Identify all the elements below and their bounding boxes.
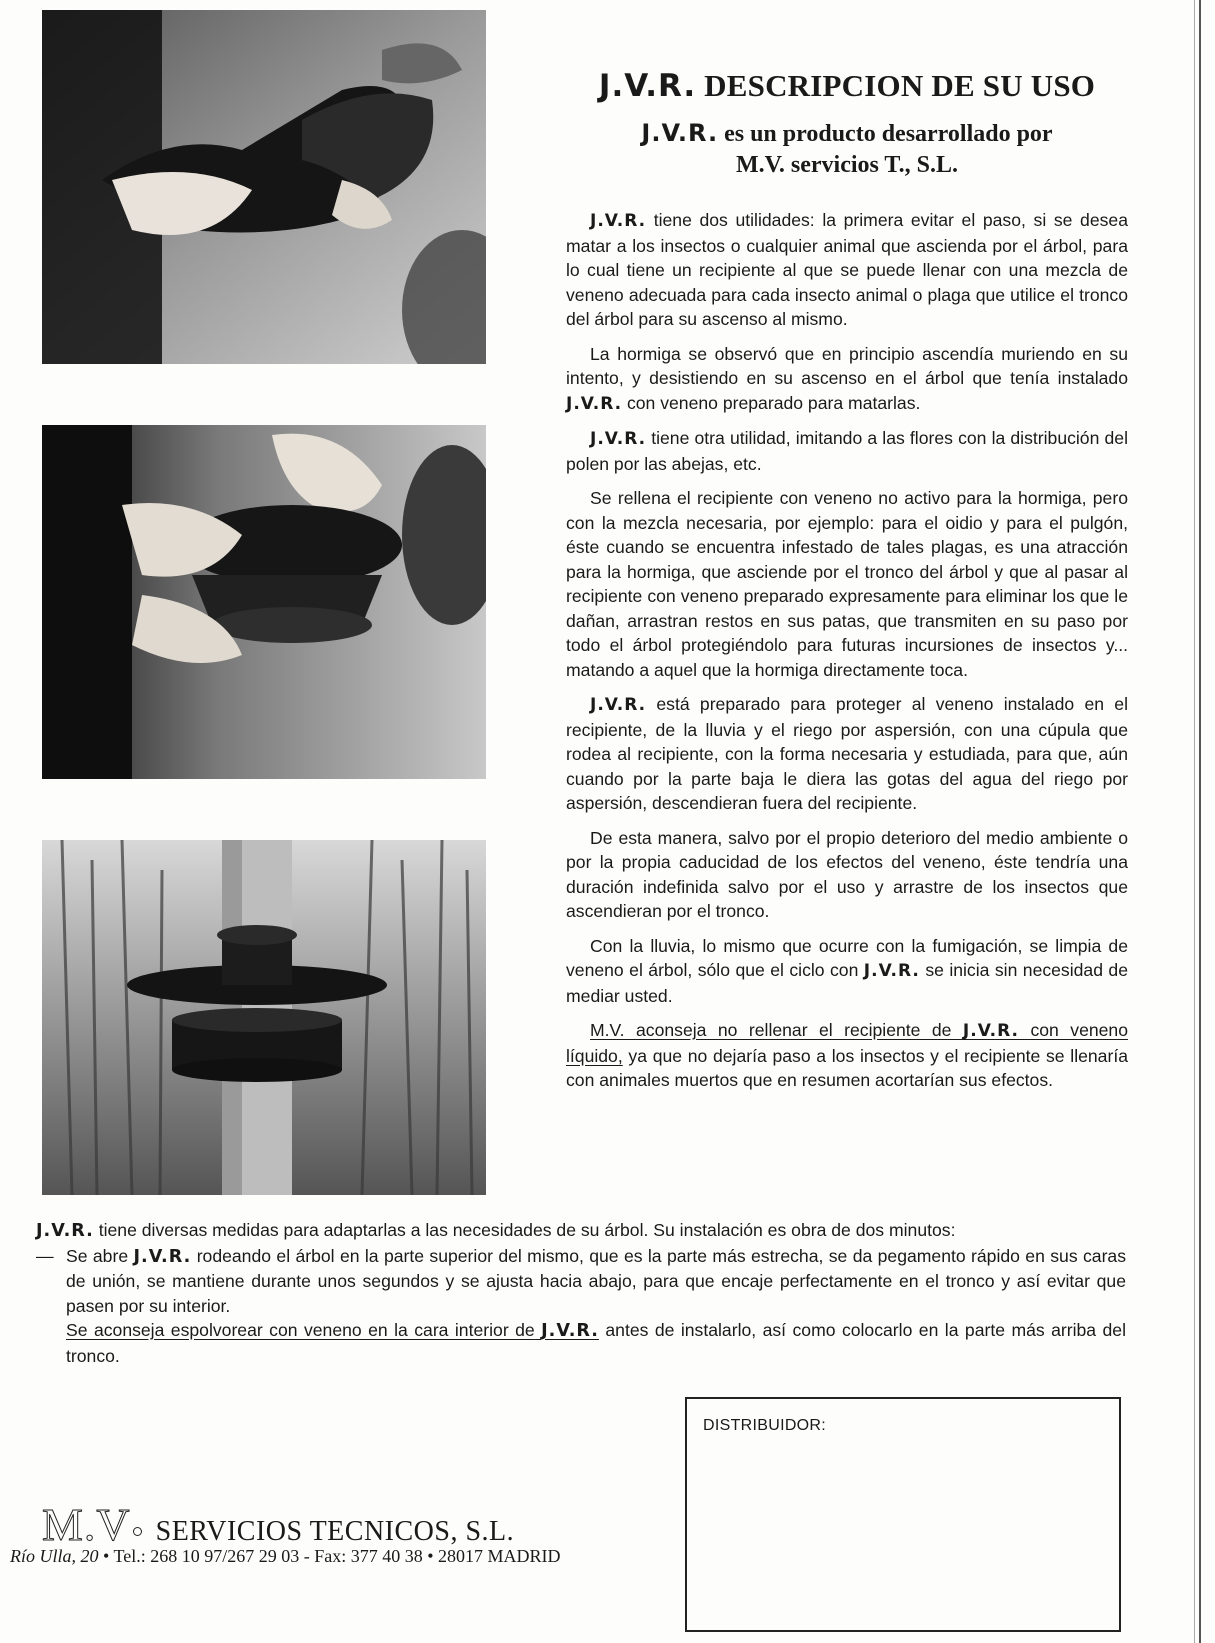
brand-name: J.V.R. bbox=[541, 1321, 599, 1341]
page-subtitle bbox=[566, 118, 1128, 181]
brand-name: J.V.R. bbox=[36, 1221, 94, 1241]
address-phone-fax: Tel.: 268 10 97/267 29 03 - Fax: 377 40 38 bbox=[113, 1546, 423, 1566]
brand-name: J.V.R. bbox=[962, 1021, 1019, 1041]
device-installed-on-tree-photo bbox=[42, 840, 486, 1195]
paragraph-text: con veneno líquido, bbox=[566, 1020, 1128, 1066]
company-logo: M.V bbox=[42, 1499, 131, 1550]
subtitle-line2: M.V. servicios T., S.L. bbox=[735, 152, 958, 178]
logo-dot-icon bbox=[133, 1527, 142, 1536]
paragraph-3 bbox=[566, 426, 1128, 476]
paragraph-text: tiene diversas medidas para adaptarlas a las necesidades de su árbol. Su instalación es obra de dos minutos: bbox=[98, 1220, 956, 1240]
distributor-label: DISTRIBUIDOR: bbox=[703, 1417, 827, 1434]
brand-name: J.V.R. bbox=[863, 961, 920, 981]
paragraph-text: Se aconseja espolvorear con veneno en la cara interior de bbox=[66, 1320, 535, 1340]
company-address bbox=[10, 1546, 561, 1567]
page-title bbox=[566, 68, 1128, 104]
paragraph-7 bbox=[566, 934, 1128, 1009]
dash-bullet: — bbox=[36, 1245, 54, 1266]
paragraph-text: Se rellena el recipiente con veneno no activo para la hormiga, pero con la mezcla necesaria, por ejemplo: para el oidio y para el pulgón, éste cuando se encuentra infestado de tales plagas, es una atracción para la hormiga, que asciende por el tronco del árbol y que al pasar al recipiente con veneno preparado expresamente para eliminar los que le dañan, arrastran restos en sus patas, que transmiten en su paso por todo el árbol protegiéndolo para futuras incursiones de insectos y... matando a aquel que la hormiga directamente toca. bbox=[566, 488, 1128, 680]
hands-assembling-device-photo bbox=[42, 425, 486, 779]
paragraph-text: tiene otra utilidad, imitando a las flores con la distribución del polen por las abejas, etc. bbox=[566, 428, 1128, 474]
paragraph-text: De esta manera, salvo por el propio deterioro del medio ambiente o por la propia caducidad de los efectos del veneno, éste tendría una duración indefinida salvo por el uso y arrastre de los insectos que ascendieran por el tronco. bbox=[566, 827, 1128, 921]
company-footer bbox=[42, 1498, 514, 1551]
advice-underlined bbox=[66, 1320, 599, 1340]
paragraph-1 bbox=[566, 208, 1128, 332]
company-name: SERVICIOS TECNICOS, S.L. bbox=[155, 1516, 515, 1547]
hands-holding-device-photo bbox=[42, 10, 486, 364]
brand-name: J.V.R. bbox=[590, 211, 647, 231]
address-city: 28017 MADRID bbox=[438, 1546, 561, 1566]
paragraph-text: Se abre bbox=[66, 1245, 129, 1266]
description-body bbox=[566, 208, 1128, 1103]
paragraph-4 bbox=[566, 486, 1128, 682]
sizes-line bbox=[36, 1218, 1126, 1244]
paragraph-text: La hormiga se observó que en principio ascendía muriendo en su intento, y desistiendo en su ascenso en el árbol que tenía instalado bbox=[566, 343, 1128, 388]
paragraph-6 bbox=[566, 826, 1128, 924]
paragraph-text: antes de instalarlo, así como colocarlo en la parte más arriba del tronco. bbox=[66, 1320, 1127, 1366]
page-edge-line bbox=[1194, 0, 1195, 1643]
brand-name: J.V.R. bbox=[566, 393, 623, 414]
paragraph-text: tiene dos utilidades: la primera evitar el paso, si se desea matar a los insectos o cualquier animal que ascienda por el árbol, para lo cual tiene un recipiente al que se puede llenar con una mezcla de veneno adecuada para cada insecto animal o plaga que utilice el tronco del árbol para su ascenso al mismo. bbox=[566, 210, 1128, 329]
subtitle-brand: J.V.R. bbox=[641, 119, 719, 147]
paragraph-text: Con la lluvia, lo mismo que ocurre con la fumigación, se limpia de veneno el árbol, sólo que el ciclo con bbox=[566, 935, 1128, 980]
brand-name: J.V.R. bbox=[590, 429, 647, 449]
paragraph-text: ya que no dejaría paso a los insectos y el recipiente se llenaría con animales muertos que en resumen acortarían sus efectos. bbox=[566, 1045, 1128, 1090]
title-brand: J.V.R. bbox=[598, 68, 697, 104]
paragraph-text: con veneno preparado para matarlas. bbox=[626, 392, 921, 413]
brand-name: J.V.R. bbox=[133, 1246, 192, 1267]
subtitle-line1: es un producto desarrollado por bbox=[724, 121, 1053, 147]
address-street: Río Ulla, 20 bbox=[10, 1546, 99, 1566]
distributor-box bbox=[685, 1397, 1121, 1632]
title-text: DESCRIPCION DE SU USO bbox=[704, 68, 1096, 103]
installation-instructions bbox=[36, 1218, 1126, 1368]
paragraph-text: está preparado para proteger al veneno instalado en el recipiente, de la lluvia y el riego por aspersión, con una cúpula que rodea al recipiente, con la forma necesaria y estudiada, para que, aún cuando por la parte baja le diera las gotas del agua del riego por aspersión, descendieran fuera del recipiente. bbox=[566, 694, 1129, 813]
page-edge-line bbox=[1199, 0, 1201, 1643]
instruction-item bbox=[36, 1244, 1126, 1369]
paragraph-text: se inicia sin necesidad de mediar usted. bbox=[566, 960, 1128, 1006]
paragraph-text: rodeando el árbol en la parte superior del mismo, que es la parte más estrecha, se da pegamento rápido en sus caras de unión, se mantiene durante unos segundos y se ajusta hacia abajo, para que encaje perfectamente en el tronco y así evitar que pasen por su interior. bbox=[66, 1245, 1127, 1316]
bullet-icon: • bbox=[103, 1546, 110, 1566]
brand-name: J.V.R. bbox=[590, 695, 647, 715]
bullet-icon: • bbox=[427, 1546, 434, 1566]
paragraph-5 bbox=[566, 692, 1128, 816]
paragraph-text: M.V. aconseja no rellenar el recipiente de bbox=[590, 1020, 952, 1040]
paragraph-2 bbox=[566, 342, 1128, 417]
paragraph-8 bbox=[566, 1018, 1128, 1093]
